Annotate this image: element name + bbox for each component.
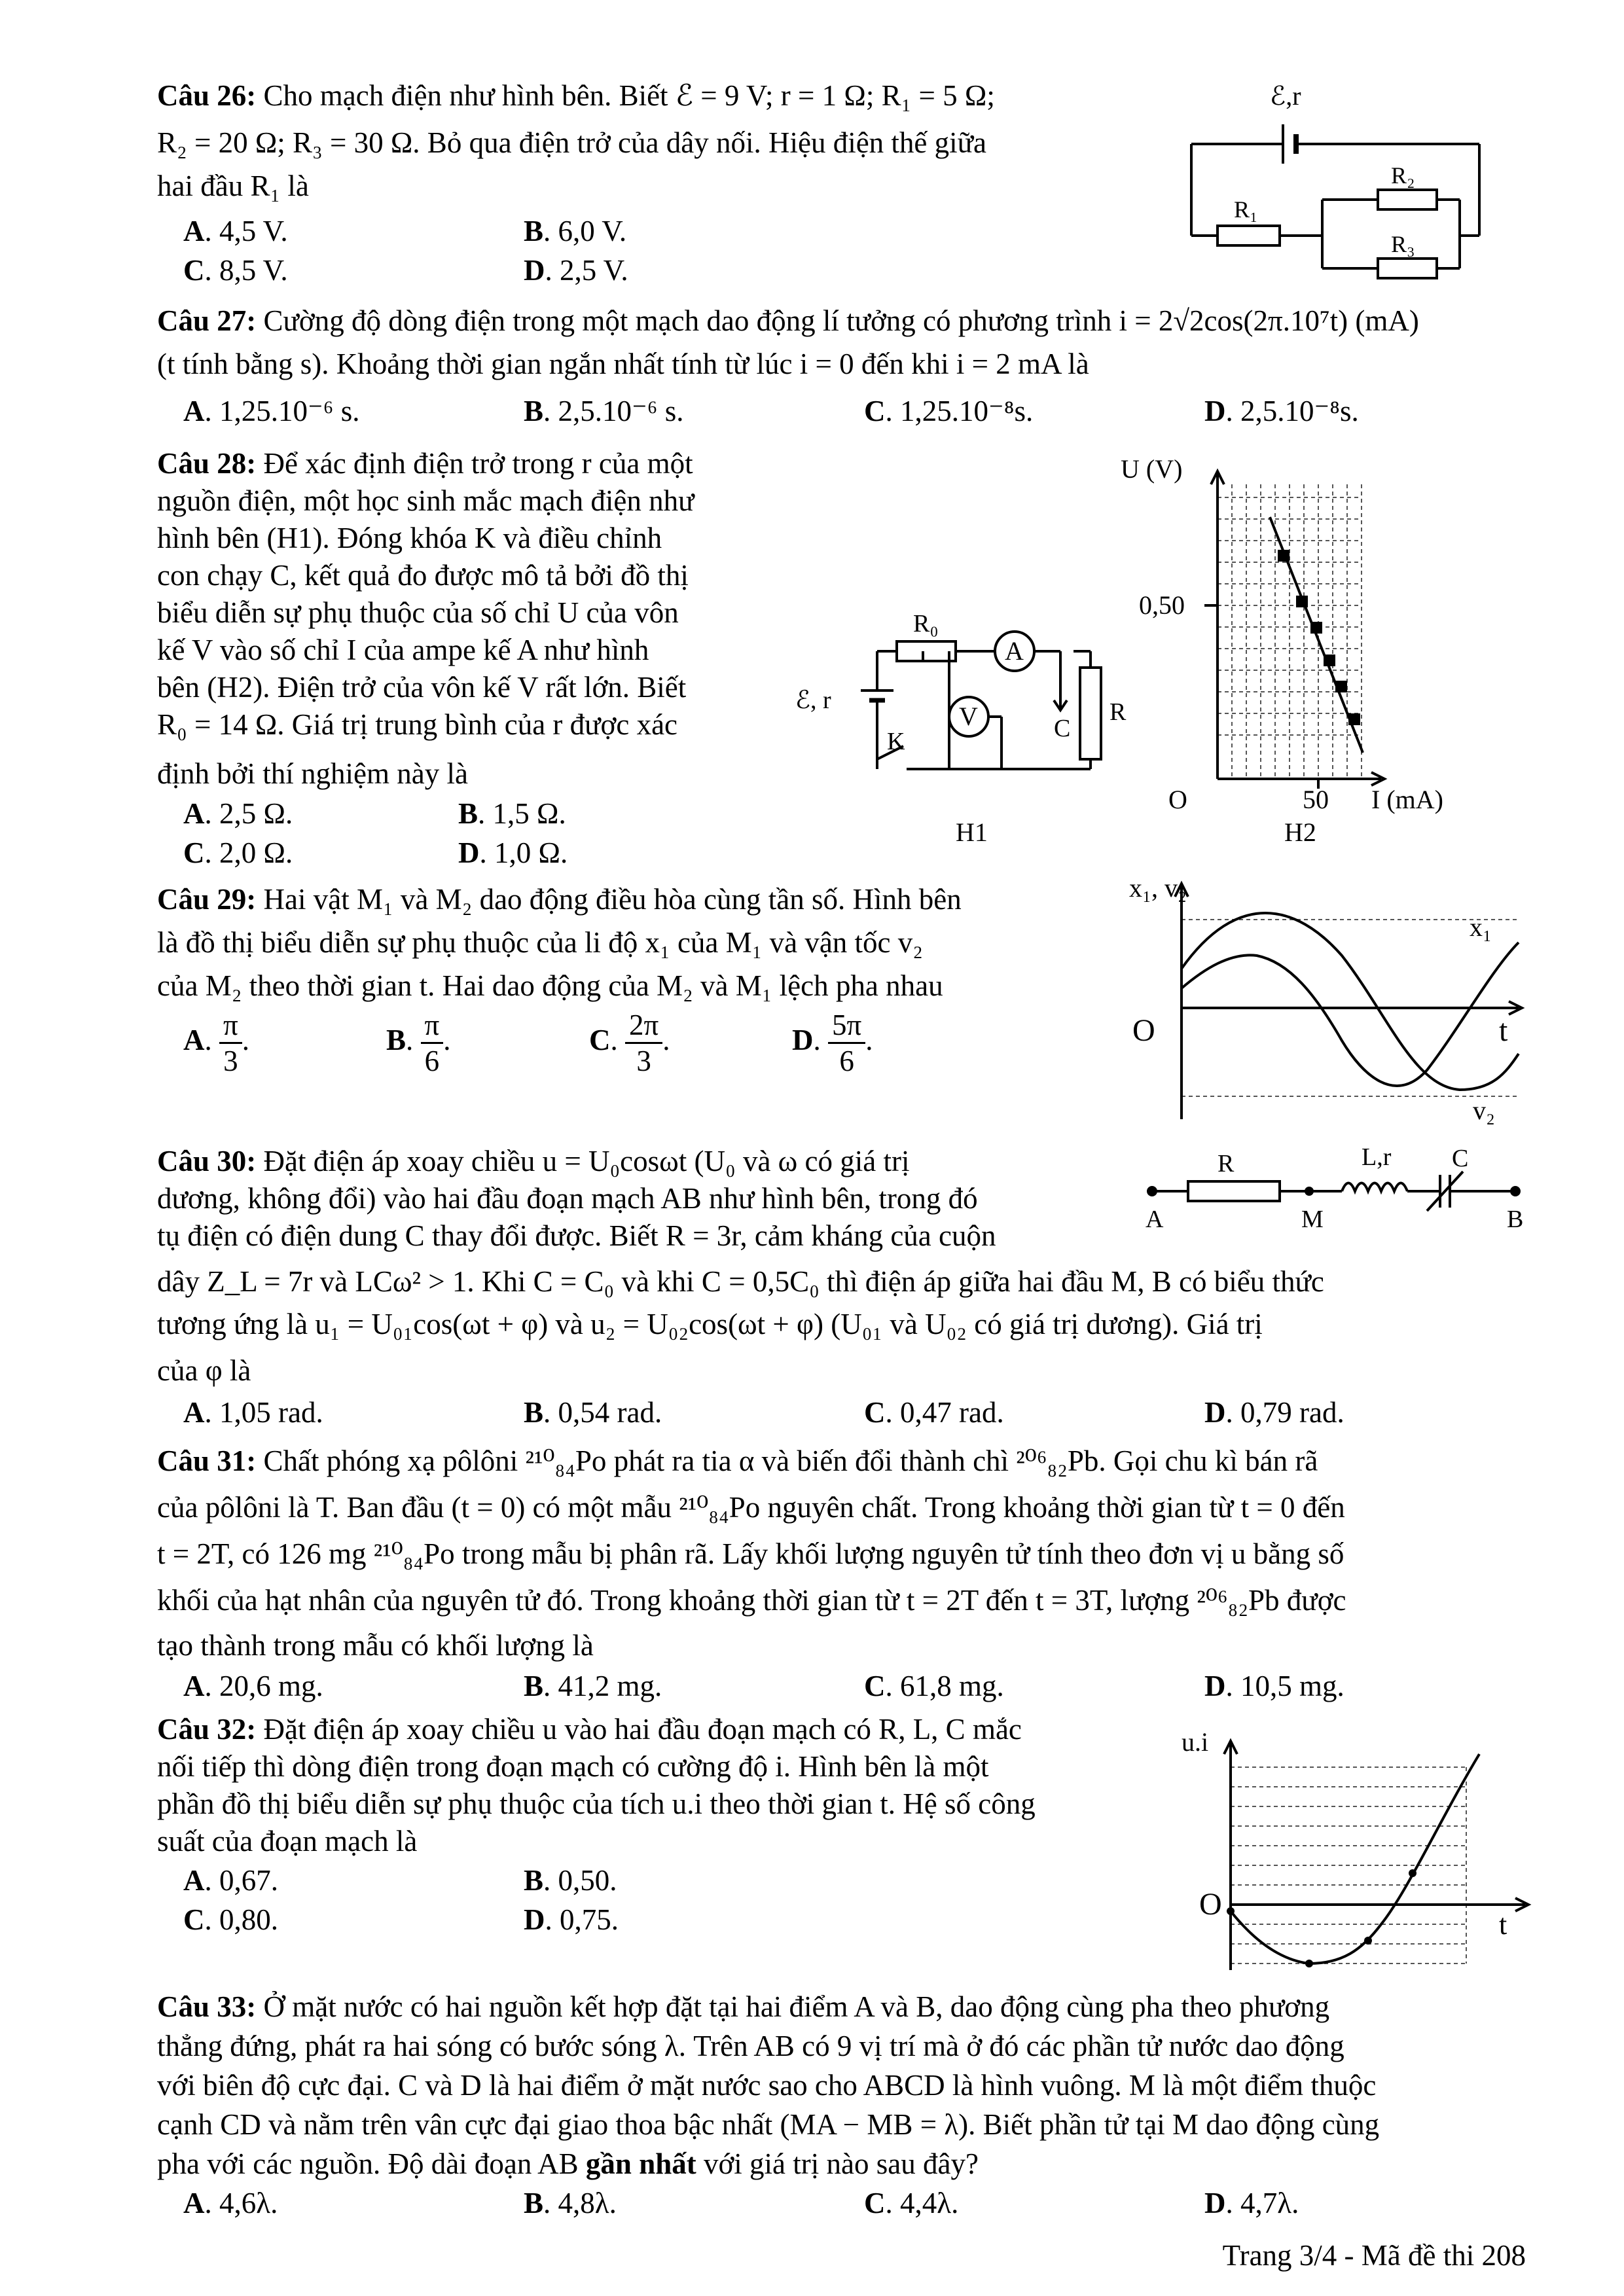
q28-line-8: R₀ = 14 Ω. Giá trị trung bình của r được xác [157,708,678,741]
q29-graph [1126,870,1545,1139]
q30-option-d[interactable]: D. 0,79 rad. [1204,1396,1344,1429]
q30-line-5: tương ứng là u₁ = U₀₁cos(ωt + φ) và u₂ = U₀₂cos(ωt + φ) (U₀₁ và U₀₂ có giá trị dương). Giá trị [157,1308,1263,1340]
q30-option-c[interactable]: C. 0,47 rad. [864,1396,1004,1429]
q30-line-4: dây Z_L = 7r và LCω² > 1. Khi C = C₀ và khi C = 0,5C₀ thì điện áp giữa hai đầu M, B có biểu thức [157,1265,1324,1298]
q28-line-7: bên (H2). Điện trở của vôn kế V rất lớn. Biết [157,671,687,704]
q33-line-1: Câu 33: Ở mặt nước có hai nguồn kết hợp đặt tại hai điểm A và B, dao động cùng pha theo phương [157,1990,1330,2023]
q31-line-2: của pôlôni là T. Ban đầu (t = 0) có một mẫu ²¹⁰₈₄Po nguyên chất. Trong khoảng thời gian từ t = 0 đến [157,1491,1345,1524]
q28-h1-slider-label: C [1054,715,1071,742]
q28-h2-point [1278,550,1290,562]
q26-line-2: R₂ = 20 Ω; R₃ = 30 Ω. Bỏ qua điện trở của dây nối. Hiệu điện thế giữa [157,126,987,159]
q32-line-1: Câu 32: Đặt điện áp xoay chiều u vào hai đầu đoạn mạch có R, L, C mắc [157,1713,1022,1746]
q27-line-1: Câu 27: Cường độ dòng điện trong một mạch dao động lí tưởng có phương trình i = 2√2cos(2π.10⁷t) (mA) [157,304,1419,337]
q28-h1-rheostat-label: R [1110,698,1127,726]
q26-option-b[interactable]: B. 6,0 V. [524,215,627,247]
q28-h2-point [1348,713,1360,725]
q30-lr-label: L,r [1362,1145,1392,1171]
q29-x1-label: x₁ [1470,912,1492,942]
q27-option-d[interactable]: D. 2,5.10⁻⁸s. [1204,395,1359,427]
q28-line-2: nguồn điện, một học sinh mắc mạch điện như [157,484,695,517]
q27-option-b[interactable]: B. 2,5.10⁻⁶ s. [524,395,684,427]
q26-option-c[interactable]: C. 8,5 V. [183,254,288,287]
q28-line-1: Câu 28: Để xác định điện trở trong r của một [157,447,693,480]
q28-h2-graph [1113,458,1538,864]
q32-ui-curve [1231,1754,1479,1964]
q28-h2-x-tick: 50 [1303,785,1329,814]
q29-t-axis-label: t [1499,1013,1508,1048]
q31-option-c[interactable]: C. 61,8 mg. [864,1670,1004,1702]
q29-x1-curve [1182,942,1519,1086]
q28-h1-r0-label: R₀ [913,610,939,637]
q28-h2-point [1324,655,1335,666]
q30-line-6: của φ là [157,1354,251,1387]
q29-option-a[interactable]: A. $\frac{\pi}{3}$ . [183,1009,249,1077]
q32-y-axis-label: u.i [1182,1727,1209,1757]
q30-option-a[interactable]: A. 1,05 rad. [183,1396,323,1429]
q30-line-1: Câu 30: Đặt điện áp xoay chiều u = U₀cosωt (U₀ và ω có giá trị [157,1145,910,1177]
q30-point-m: M [1301,1206,1324,1233]
q29-v2-curve [1182,913,1519,1090]
q32-line-2: nối tiếp thì dòng điện trong đoạn mạch có cường độ i. Hình bên là một [157,1750,989,1783]
q30-line-2: dương, không đổi) vào hai đầu đoạn mạch AB như hình bên, trong đó [157,1182,978,1215]
q26-r2-label: R₂ [1391,162,1415,188]
q31-option-d[interactable]: D. 10,5 mg. [1204,1670,1344,1702]
q28-line-3: hình bên (H1). Đóng khóa K và điều chỉnh [157,522,662,554]
q32-line-4: suất của đoạn mạch là [157,1825,418,1857]
q26-r1-label: R₁ [1234,196,1258,223]
q32-option-a[interactable]: A. 0,67. [183,1864,278,1897]
q33-line-5: pha với các nguồn. Độ dài đoạn AB gần nhất với giá trị nào sau đây? [157,2147,979,2180]
q29-y-axis-label: x₁, v₂ [1129,873,1187,903]
q29-line-2: là đồ thị biểu diễn sự phụ thuộc của li độ x₁ của M₁ và vận tốc v₂ [157,926,923,959]
q28-line-5: biểu diễn sự phụ thuộc của số chỉ U của vôn [157,596,679,629]
q32-point [1227,1907,1235,1915]
q26-option-d[interactable]: D. 2,5 V. [524,254,628,287]
q30-line-3: tụ điện có điện dung C thay đổi được. Biết R = 3r, cảm kháng của cuộn [157,1219,996,1252]
q28-option-c[interactable]: C. 2,0 Ω. [183,836,293,869]
q33-option-b[interactable]: B. 4,8λ. [524,2187,617,2219]
q31-line-4: khối của hạt nhân của nguyên tử đó. Trong khoảng thời gian từ t = 2T đến t = 3T, lượng ²⁰⁶₈₂Pb được [157,1584,1346,1617]
q28-line-9: định bởi thí nghiệm này là [157,757,468,790]
q28-line-4: con chạy C, kết quả đo được mô tả bởi đồ thị [157,559,689,592]
q28-h1-caption: H1 [956,817,988,847]
q28-h2-x-axis-label: I (mA) [1371,785,1443,814]
q30-point-a: A [1146,1206,1164,1233]
q28-h2-caption: H2 [1284,817,1316,847]
q32-point [1364,1937,1372,1945]
q28-h2-y-axis-label: U (V) [1121,458,1183,484]
q31-option-a[interactable]: A. 20,6 mg. [183,1670,323,1702]
q28-option-d[interactable]: D. 1,0 Ω. [458,836,568,869]
q30-r-label: R [1218,1150,1235,1177]
q30-point-b: B [1507,1206,1524,1233]
q29-line-3: của M₂ theo thời gian t. Hai dao động của M₂ và M₁ lệch pha nhau [157,969,943,1002]
q30-circuit-diagram [1132,1145,1538,1244]
q33-line-3: với biên độ cực đại. C và D là hai điểm ở mặt nước sao cho ABCD là hình vuông. M là một điểm thuộc [157,2069,1377,2102]
q26-line-1: Câu 26: Cho mạch điện như hình bên. Biết ℰ = 9 V; r = 1 Ω; R₁ = 5 Ω; [157,79,995,112]
q27-option-c[interactable]: C. 1,25.10⁻⁸s. [864,395,1034,427]
q32-t-axis-label: t [1499,1909,1507,1941]
page-footer: Trang 3/4 - Mã đề thi 208 [1222,2239,1526,2272]
q33-option-d[interactable]: D. 4,7λ. [1204,2187,1299,2219]
q27-line-2: (t tính bằng s). Khoảng thời gian ngắn nhất tính từ lúc i = 0 đến khi i = 2 mA là [157,348,1089,380]
q28-h1-source-label: ℰ, r [795,687,831,714]
q28-h1-switch-label: K [887,728,905,755]
q28-line-6: kế V vào số chỉ I của ampe kế A như hình [157,634,649,666]
q30-c-label: C [1452,1145,1469,1172]
q29-option-b[interactable]: B. $\frac{\pi}{6}$ . [386,1009,451,1077]
q31-line-3: t = 2T, có 126 mg ²¹⁰₈₄Po trong mẫu bị phân rã. Lấy khối lượng nguyên tử tính theo đơn vị u bằng số [157,1537,1344,1570]
q28-h1-voltmeter-label: V [959,702,978,731]
q28-option-b[interactable]: B. 1,5 Ω. [458,797,566,830]
q27-option-a[interactable]: A. 1,25.10⁻⁶ s. [183,395,360,427]
q32-point [1409,1869,1416,1877]
q31-line-1: Câu 31: Chất phóng xạ pôlôni ²¹⁰₈₄Po phát ra tia α và biến đổi thành chì ²⁰⁶₈₂Pb. Gọi chu kì bán rã [157,1444,1318,1477]
q29-option-d[interactable]: D. $\frac{5\pi}{6}$ . [792,1009,873,1077]
q32-origin: O [1199,1887,1222,1922]
q32-graph [1172,1715,1538,1977]
q28-h2-origin: O [1168,785,1187,814]
q33-line-2: thẳng đứng, phát ra hai sóng có bước sóng λ. Trên AB có 9 vị trí mà ở đó các phần tử nước dao động [157,2030,1344,2062]
q28-option-a[interactable]: A. 2,5 Ω. [183,797,293,830]
q29-v2-label: v₂ [1473,1096,1495,1125]
q28-h2-point [1296,596,1308,607]
q32-option-d[interactable]: D. 0,75. [524,1903,619,1936]
q26-line-3: hai đầu R₁ là [157,170,309,202]
q32-point [1305,1960,1313,1967]
q26-source-label: ℰ,r [1270,81,1301,111]
q33-option-c[interactable]: C. 4,4λ. [864,2187,959,2219]
q33-option-a[interactable]: A. 4,6λ. [183,2187,278,2219]
q28-h1-circuit-diagram [792,589,1132,864]
q28-h2-point [1310,622,1322,634]
q29-line-1: Câu 29: Hai vật M₁ và M₂ dao động điều hòa cùng tần số. Hình bên [157,883,962,916]
q28-h1-ammeter-label: A [1005,636,1024,666]
q26-circuit-diagram [1178,72,1492,288]
q30-option-b[interactable]: B. 0,54 rad. [524,1396,662,1429]
q29-origin: O [1132,1013,1155,1048]
q29-option-c[interactable]: C. $\frac{2\pi}{3}$ . [589,1009,670,1077]
q28-h2-y-tick: 0,50 [1139,590,1185,620]
q32-option-b[interactable]: B. 0,50. [524,1864,617,1897]
q26-option-a[interactable]: A. 4,5 V. [183,215,288,247]
q28-h2-point [1335,681,1347,692]
q31-line-5: tạo thành trong mẫu có khối lượng là [157,1629,594,1662]
q26-r3-label: R₃ [1391,231,1415,257]
q33-line-4: cạnh CD và nằm trên vân cực đại giao thoa bậc nhất (MA − MB = λ). Biết phần tử tại M dao động cùng [157,2108,1380,2141]
q31-option-b[interactable]: B. 41,2 mg. [524,1670,662,1702]
q32-line-3: phần đồ thị biểu diễn sự phụ thuộc của tích u.i theo thời gian t. Hệ số công [157,1787,1036,1820]
q32-option-c[interactable]: C. 0,80. [183,1903,278,1936]
